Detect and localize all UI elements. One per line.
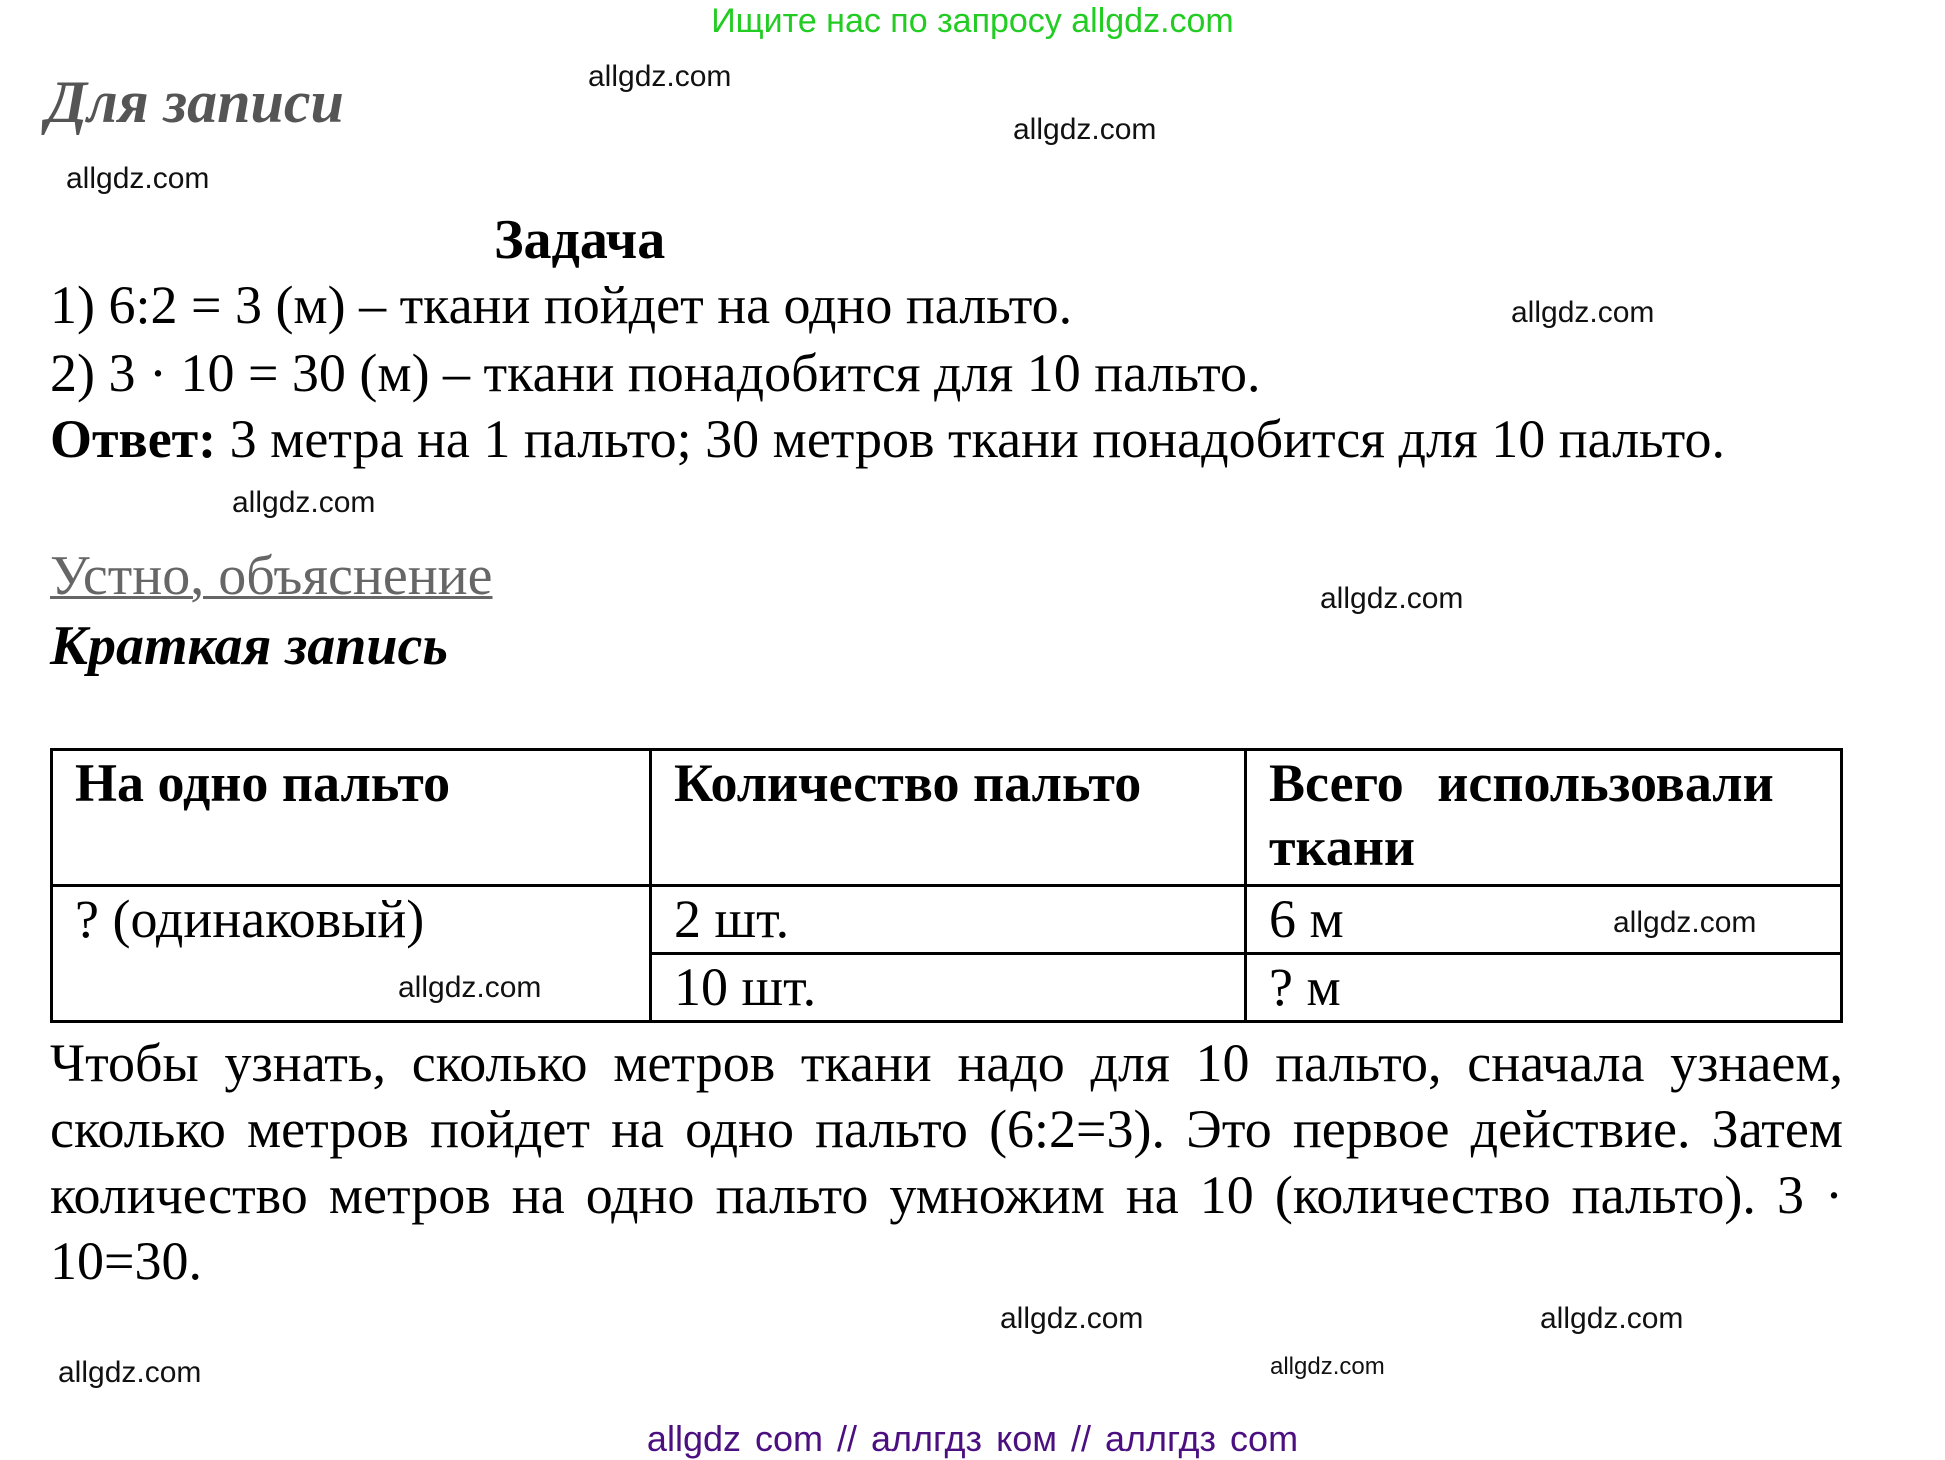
section-title: Для записи [46,69,344,135]
header-per-coat: На одно пальто [52,750,651,886]
watermark: allgdz.com [1000,1302,1144,1335]
oral-heading-link[interactable]: Устно, объяснение [50,545,493,607]
watermark: allgdz.com [1320,582,1464,615]
watermark: allgdz.com [1013,113,1157,146]
header-coat-count: Количество пальто [651,750,1246,886]
answer-line [50,408,1725,470]
watermark: allgdz.com [66,162,210,195]
watermark: allgdz.com [588,60,732,93]
watermark: allgdz.com [232,486,376,519]
explanation-paragraph: Чтобы узнать, сколько метров ткани надо для 10 пальто, сначала узнаем, сколько метров пойдет на одно пальто (6:2=3). Это первое действие. Затем количество метров на одно пальто умножим на 10 (количество пальто). 3 · 10=30. [50,1033,1843,1291]
header-total-fabric: Всего использовали ткани [1246,750,1842,886]
step-1: 1) 6:2 = 3 (м) – ткани пойдет на одно пальто. [50,275,1073,335]
cell-coat-count: 10 шт. [651,954,1246,1022]
watermark: allgdz.com [1270,1353,1385,1380]
table-header-row [52,750,1842,886]
cell-per-coat: ? (одинаковый) [52,886,651,1022]
cell-total: ? м [1246,954,1842,1022]
search-banner: Ищите нас по запросу allgdz.com [711,2,1234,40]
table-row [52,886,1842,954]
short-note-heading: Краткая запись [50,615,448,677]
watermark: allgdz.com [1613,906,1757,939]
cell-total: 6 м [1246,886,1842,954]
cell-coat-count: 2 шт. [651,886,1246,954]
watermark: allgdz.com [1511,296,1655,329]
watermark: allgdz.com [1540,1302,1684,1335]
short-note-table [50,748,1843,1023]
watermark: allgdz.com [398,971,542,1004]
answer-text: 3 метра на 1 пальто; 30 метров ткани понадобится для 10 пальто. [216,409,1726,469]
watermark: allgdz.com [58,1356,202,1389]
answer-label: Ответ: [50,409,217,469]
task-title: Задача [494,209,666,271]
footer-links: allgdz com // аллгдз ком // аллгдз com [646,1418,1299,1459]
step-2: 2) 3 · 10 = 30 (м) – ткани понадобится для 10 пальто. [50,343,1261,403]
